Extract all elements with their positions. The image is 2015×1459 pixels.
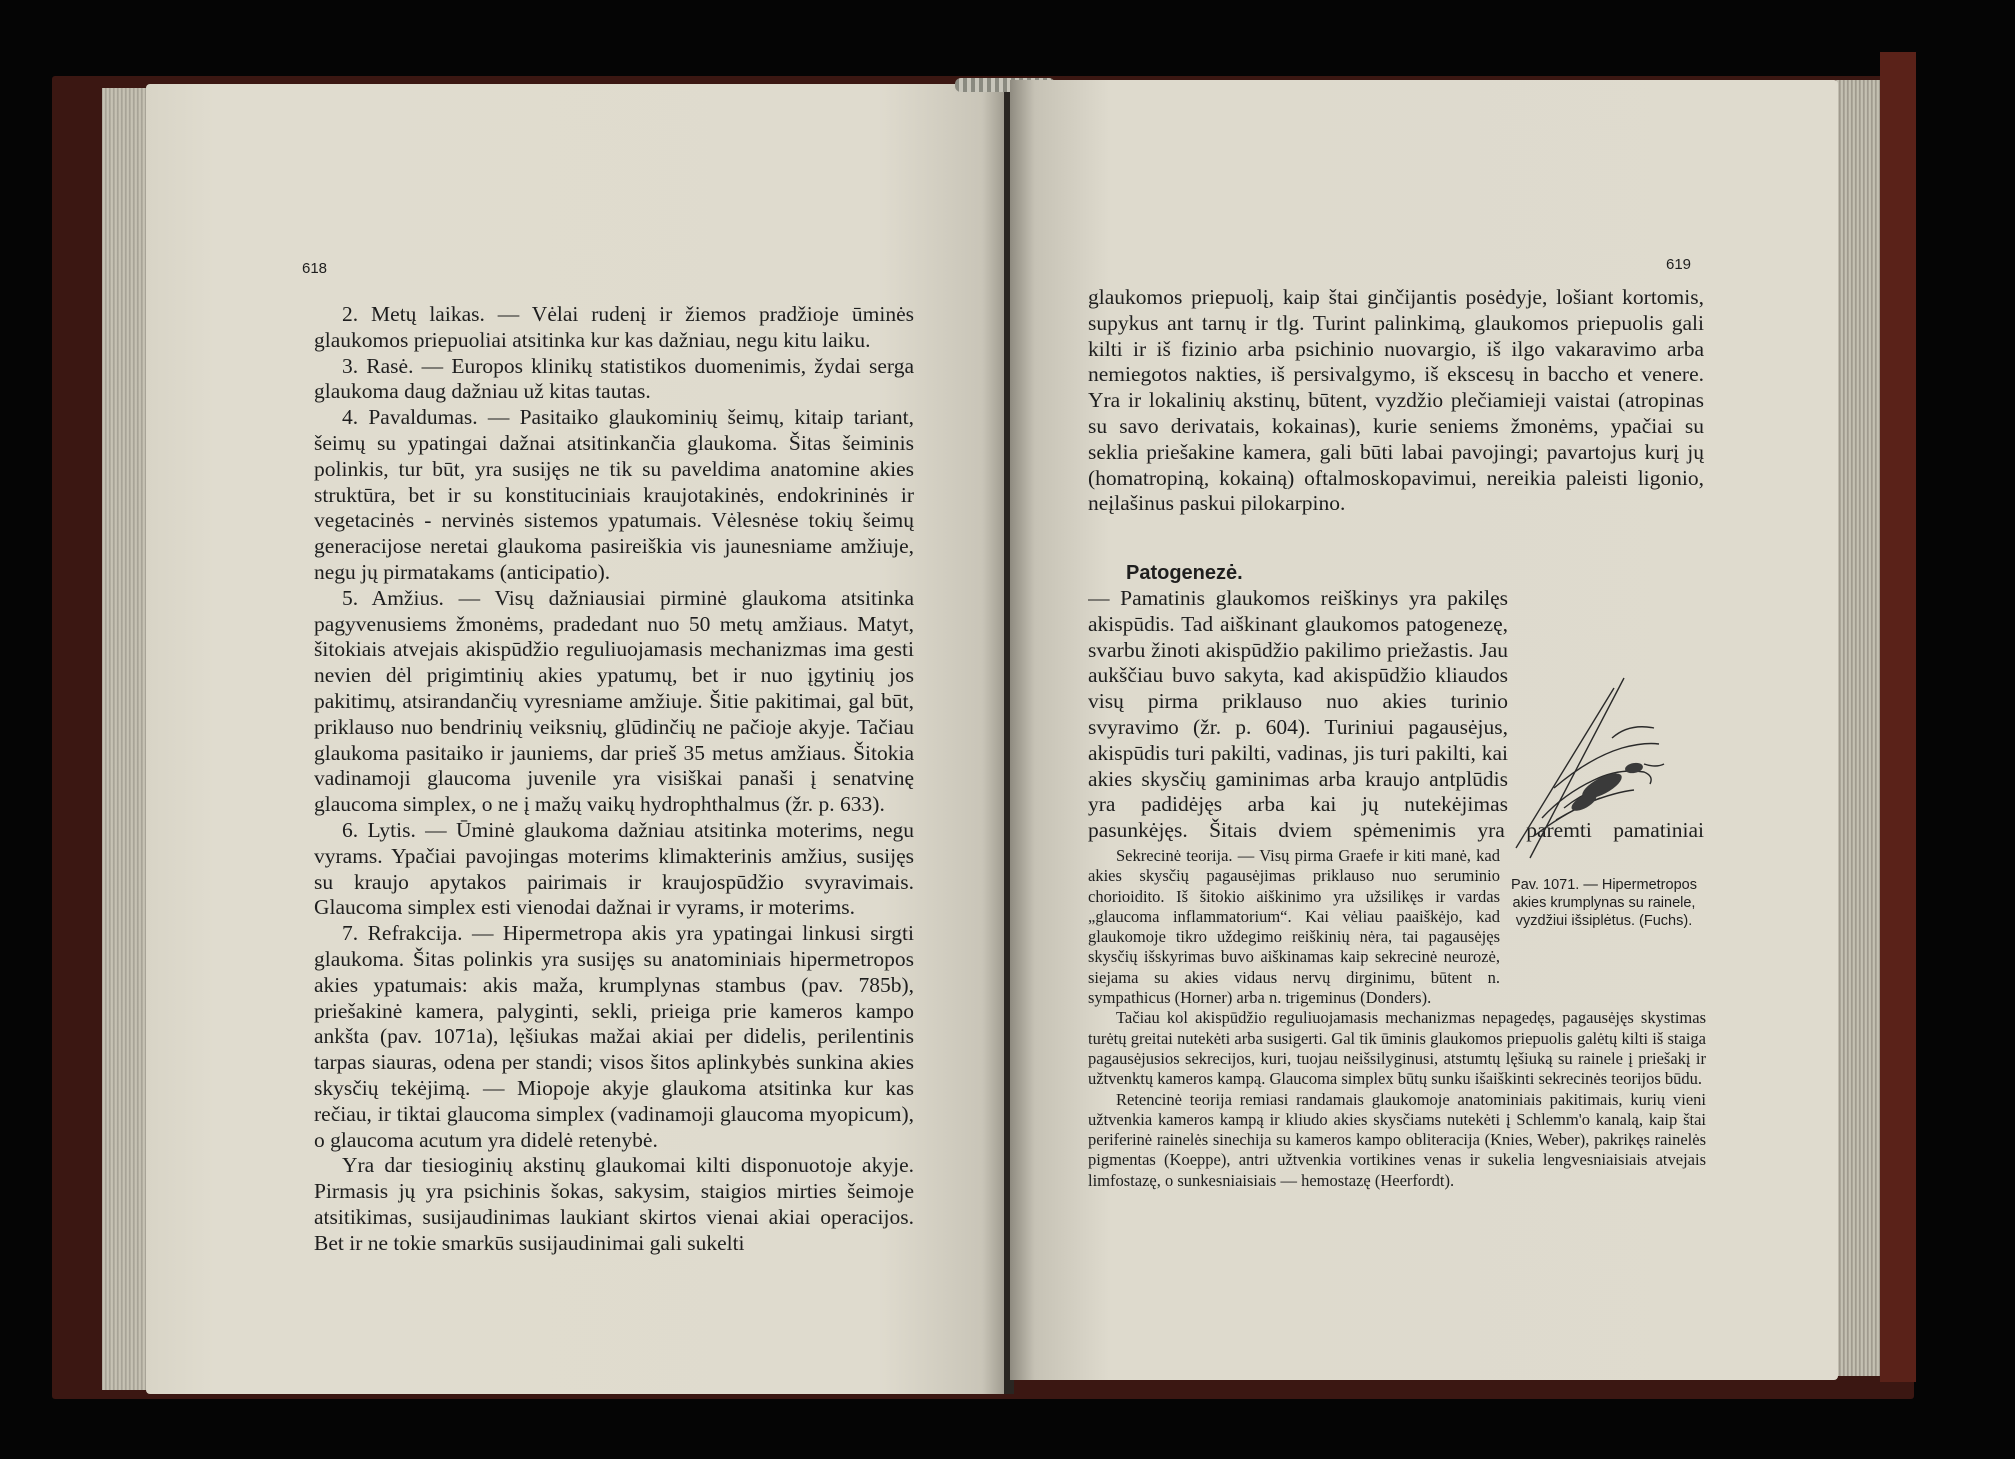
right-page [1010, 80, 1838, 1380]
eye-figure [1494, 668, 1704, 866]
left-page [146, 84, 1008, 1394]
ciliary-body-illustration [1494, 668, 1704, 866]
figure-caption: Pav. 1071. — Hipermetropos akies krumplynas su rainele, vyzdžiui išsiplėtus. (Fuchs). [1511, 877, 1697, 929]
right-page-edges [1836, 80, 1880, 1376]
paragraph: 3. Rasė. — Europos klinikų statistikos duomenimis, žydai serga glaukoma daug dažniau už kitas tautas. [314, 353, 914, 404]
left-page-edges [102, 88, 150, 1390]
paragraph: 2. Metų laikas. — Vėlai rudenį ir žiemos pradžioje ūminės glaukomos priepuoliai atsitinka kur kas dažniau, negu kitu laiku. [314, 302, 914, 352]
paragraph: Retencinė teorija remiasi randamais glaukomoje anatominiais pakitimais, kurių vieni užtvenkia kameros kampą ir kliudo akies skysčiams nutekėti į Schlemm'o kanalą, kaip štai periferinė rainelės sinechija su kameros kampo obliteracija (Knies, Weber), pakrikęs rainelės pigmentas (Koeppe), antri užtvenkia vortikines venas ir sukelia lengvesniaisiais atvejais limfostazę, o sunkesniaisiais — hemostazę (Heerfordt). [1088, 1089, 1706, 1190]
paragraph: 7. Refrakcija. — Hipermetropa akis yra ypatingai linkusi sirgti glaukoma. Šitas polinkis yra susijęs su anatominiais hipermetropos akies ypatumais: akis maža, krumplynas stambus (pav. 785b), priešakinė kamera, palyginti, sekli, prieiga prie kameros kampo ankšta (pav. 1071a), lęšiukas mažai akiai per didelis, perilentinis tarpas siauras, odena per standi; visos šitos aplinkybės sunkina akies skysčių tekėjimą. — Miopoje akyje glaukoma atsitinka kur kas rečiau, ir tiktai glaucoma simplex (vadinamoji glaucoma myopicum), o glaucoma acutum yra didelė retenybė. [314, 921, 914, 1152]
book-cover-edge [1880, 52, 1916, 1382]
paragraph [1088, 560, 1704, 587]
patogeneze-section-top [1088, 560, 1704, 587]
section-heading: Patogenezė. [1126, 562, 1243, 584]
paragraph: 5. Amžius. — Visų dažniausiai pirminė glaukoma atsitinka pagyvenusiems žmonėms, pradedant nuo 50 metų amžiaus. Matyt, šitokiais atvejais akispūdžio reguliuojamasis mechanizmas ima gesti nevien dėl prigimtinių akies ypatumų, bet ir nuo įgytinių jos pakitimų, atsirandančių vyresniame amžiuje. Šitie pakitimai, gal būt, priklauso nuo bendrinių veiksnių, glūdinčių ne pačioje akyje. Tačiau glaukoma pasitaiko ir jauniems, dar prieš 35 metus amžiaus. Šitokia vadinamoji glaucoma juvenile yra visiškai panaši į senatvinę glaucoma simplex, o ne į mažų vaikų hydrophthalmus (žr. p. 633). [314, 585, 914, 817]
paragraph: 6. Lytis. — Ūminė glaukoma dažniau atsitinka moterims, negu vyrams. Ypačiai pavojingas moterims klimakterinis amžius, susijęs su kraujo apytakos pairimais ir kraujospūdžio svyravimais. Glaucoma simplex esti vienodai dažnai ir vyrams, ir moterims. [314, 817, 914, 920]
paragraph: glaukomos priepuolį, kaip štai ginčijantis posėdyje, lošiant kortomis, supykus ant tarnų ir tlg. Turint palinkimą, glaukomos priepuolis gali kilti ir iš fizinio arba psichinio nuovargio, iš ilgo vakaravimo arba nemiegotos nakties, iš persivalgymo, iš ekscesų in baccho et venere. Yra ir lokalinių akstinų, būtent, vyzdžio plečiamieji vaistai (atropinas su savo derivatais, kokainas), kurie seniems žmonėms, ypačiai su seklia priešakine kamera, gali būti labai pavojingi; pavartojus kurį jų (homatropiną, kokainą) oftalmoskopavimui, nereikia paleisti ligonio, neįlašinus paskui pilokarpino. [1088, 285, 1704, 516]
left-page-number: 618 [302, 260, 328, 277]
right-page-intro [1088, 285, 1704, 517]
paragraph: 4. Pavaldumas. — Pasitaiko glaukominių šeimų, kitaip tariant, šeimų su ypatingai dažnai atsitinkančia glaukoma. Šitas šeiminis polinkis, tur būt, yra susijęs ne tik su paveldima anatomine akies struktūra, bet ir su konstituciniais kraujotakinės, endokrininės ir vegetacinės - nervinės sistemos ypatumais. Vėlesnėse tokių šeimų generacijose neretai glaukoma pasireiškia vis jaunesniame amžiuje, negu jų pirmatakams (anticipatio). [314, 405, 914, 584]
left-page-text [314, 302, 914, 1256]
paragraph: Yra dar tiesioginių akstinų glaukomai kilti disponuotoje akyje. Pirmasis jų yra psichinis šokas, sakysim, staigios mirties šeimoje atsitikimas, susijaudinimas laukiant skirtos vienai akiai operacijos. Bet ir ne tokie smarkūs susijaudinimai gali sukelti [314, 1153, 914, 1255]
paragraph: — Pamatinis glaukomos reiškinys yra pakilęs akispūdis. Tad aiškinant glaukomos patogenezę, svarbu žinoti akispūdžio pakilimo priežastis. Jau aukščiau buvo sakyta, kad akispūdžio kliaudos visų pirma priklauso nuo akies turinio svyravimo (žr. p. 604). Turiniui pagausėjus, akispūdis turi pakilti, vadinas, jis turi pakilti, kai akies skysčių gaminimas arba kraujo antplūdis yra padidėjęs arba kai jų nutekėjimas pasunkėjęs. Šitais dviem spėmenimis yra paremti pamatiniai [1088, 586, 1704, 842]
right-page-number: 619 [1666, 256, 1692, 273]
paragraph: Tačiau kol akispūdžio reguliuojamasis mechanizmas nepagedęs, pagausėjęs skystimas turėtų greitai nutekėti arba susigerti. Gal tik ūminis glaukomos priepuolis galėtų kilti iš staiga pagausėjusios sekrecijos, kuri, tuojau neišsilyginusi, atstumtų lęšiuką su rainele į priešakį ir užtvenktų kameros kampą. Glaucoma simplex būtų sunku išaiškinti sekrecinės teorijos būdu. [1088, 1008, 1706, 1089]
paragraph: Sekrecinė teorija. — Visų pirma Graefe ir kiti manė, kad akies skysčių pagausėjimas priklauso nuo seruminio chorioidito. Iš šitokio aiškinimo yra užsilikęs ir vardas „glaucoma inflammatorium“. Kai vėliau paaiškėjo, kad glaukomoje tikro uždegimo reiškinių nėra, tai pagausėjęs skysčių išskyrimas buvo aiškinamas kaip sekrecinė neurozė, siejama su akies vidaus nervų dirginimu, būtent n. sympathicus (Horner) arba n. trigeminus (Donders). [1088, 846, 1500, 1008]
